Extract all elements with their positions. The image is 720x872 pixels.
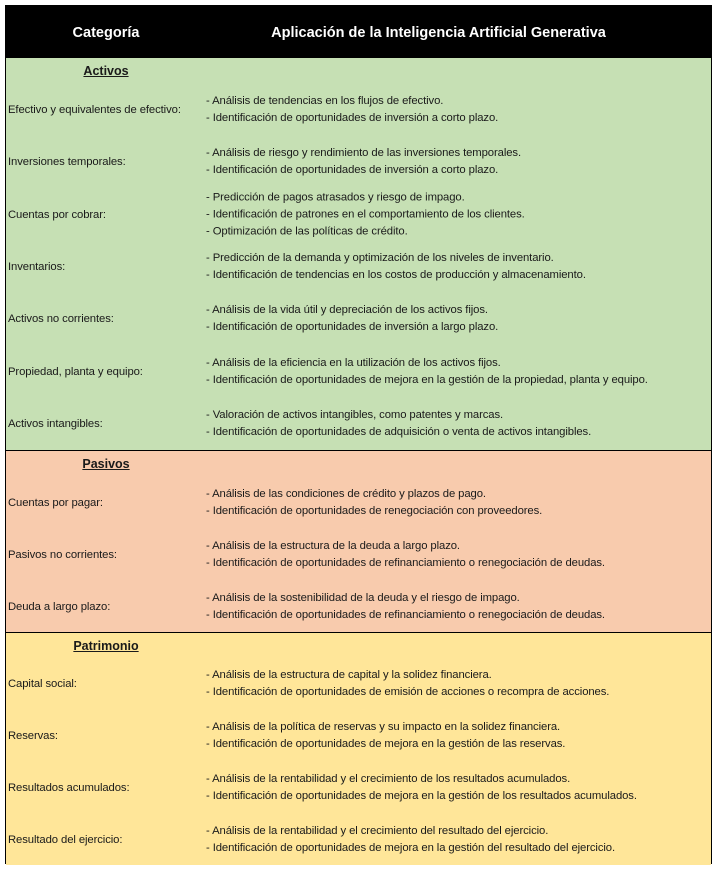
section-title: Activos xyxy=(83,64,129,78)
application-item: - Identificación de oportunidades de inversión a corto plazo. xyxy=(206,164,499,177)
header-category: Categoría xyxy=(72,25,140,41)
section-activos xyxy=(6,58,711,450)
category-label: Inversiones temporales: xyxy=(8,156,126,169)
application-item: - Identificación de oportunidades de inversión a largo plazo. xyxy=(206,321,499,334)
header-application: Aplicación de la Inteligencia Artificial Generativa xyxy=(271,25,606,41)
application-item: - Análisis de la sostenibilidad de la deuda y el riesgo de impago. xyxy=(206,592,520,604)
application-item: - Identificación de oportunidades de renegociación con proveedores. xyxy=(206,505,543,517)
table-row xyxy=(6,189,711,241)
application-item: - Identificación de oportunidades de mejora en la gestión del resultado del ejercicio. xyxy=(206,841,616,854)
category-label: Reservas: xyxy=(8,729,58,742)
application-item: - Identificación de oportunidades de adquisición o venta de activos intangibles. xyxy=(206,425,592,438)
application-list xyxy=(206,250,711,284)
category-label: Resultado del ejercicio: xyxy=(8,833,123,846)
table-header xyxy=(6,6,711,58)
application-list xyxy=(206,538,711,572)
application-item: - Análisis de la eficiencia en la utilización de los activos fijos. xyxy=(206,356,501,369)
category-label: Capital social: xyxy=(8,677,77,690)
category-label: Resultados acumulados: xyxy=(8,781,130,794)
application-item: - Análisis de la rentabilidad y el crecimiento del resultado del ejercicio. xyxy=(206,824,549,837)
category-label: Activos intangibles: xyxy=(8,417,103,430)
application-item: - Análisis de riesgo y rendimiento de las inversiones temporales. xyxy=(206,147,521,160)
application-list xyxy=(206,407,711,441)
table-row xyxy=(6,241,711,293)
application-item: - Identificación de oportunidades de mejora en la gestión de los resultados acumulados. xyxy=(206,789,637,802)
application-list xyxy=(206,771,711,805)
application-item: - Análisis de la estructura de la deuda a largo plazo. xyxy=(206,540,460,552)
application-item: - Identificación de oportunidades de mejora en la gestión de la propiedad, planta y equipo. xyxy=(206,373,648,386)
table-row xyxy=(6,398,711,450)
table-row xyxy=(6,84,711,136)
application-item: - Identificación de patrones en el comportamiento de los clientes. xyxy=(206,208,525,221)
category-label: Efectivo y equivalentes de efectivo: xyxy=(8,104,181,117)
application-item: - Identificación de oportunidades de mejora en la gestión de las reservas. xyxy=(206,737,566,750)
application-item: - Predicción de pagos atrasados y riesgo de impago. xyxy=(206,191,465,204)
application-item: - Predicción de la demanda y optimización de los niveles de inventario. xyxy=(206,252,554,265)
table-row xyxy=(6,710,711,762)
application-item: - Análisis de tendencias en los flujos de efectivo. xyxy=(206,95,444,108)
table-row xyxy=(6,477,711,529)
table-row xyxy=(6,762,711,814)
category-label: Pasivos no corrientes: xyxy=(8,549,117,561)
category-label: Propiedad, planta y equipo: xyxy=(8,365,143,378)
section-title: Pasivos xyxy=(82,457,130,471)
table-row xyxy=(6,346,711,398)
application-list xyxy=(206,823,711,857)
ai-applications-table xyxy=(5,5,712,864)
application-item: - Análisis de las condiciones de crédito y plazos de pago. xyxy=(206,488,486,500)
application-list xyxy=(206,590,711,624)
table-row xyxy=(6,136,711,188)
application-item: - Valoración de activos intangibles, como patentes y marcas. xyxy=(206,408,504,421)
section-title: Patrimonio xyxy=(73,639,139,653)
table-row xyxy=(6,581,711,633)
application-item: - Identificación de tendencias en los costos de producción y almacenamiento. xyxy=(206,269,586,282)
category-label: Inventarios: xyxy=(8,261,66,274)
application-item: - Análisis de la rentabilidad y el crecimiento de los resultados acumulados. xyxy=(206,772,571,785)
application-list xyxy=(206,145,711,179)
table-row xyxy=(6,529,711,581)
section-pasivos xyxy=(6,450,711,632)
category-label: Deuda a largo plazo: xyxy=(8,601,111,613)
category-label: Activos no corrientes: xyxy=(8,313,114,326)
application-item: - Análisis de la estructura de capital y la solidez financiera. xyxy=(206,668,492,681)
application-item: - Análisis de la vida útil y depreciación de los activos fijos. xyxy=(206,304,488,317)
table-row xyxy=(6,658,711,710)
application-item: - Optimización de las políticas de crédito. xyxy=(206,225,408,238)
application-list xyxy=(206,355,711,389)
category-label: Cuentas por cobrar: xyxy=(8,208,106,221)
application-item: - Identificación de oportunidades de refinanciamiento o renegociación de deudas. xyxy=(206,557,605,569)
application-list xyxy=(206,189,711,240)
application-item: - Identificación de oportunidades de refinanciamiento o renegociación de deudas. xyxy=(206,609,605,621)
application-list xyxy=(206,667,711,701)
category-label: Cuentas por pagar: xyxy=(8,497,103,509)
application-item: - Identificación de oportunidades de emisión de acciones o recompra de acciones. xyxy=(206,685,610,698)
table-row xyxy=(6,293,711,345)
application-list xyxy=(206,486,711,520)
application-item: - Identificación de oportunidades de inversión a corto plazo. xyxy=(206,112,499,125)
application-list xyxy=(206,302,711,336)
section-patrimonio xyxy=(6,632,711,865)
table-row xyxy=(6,814,711,866)
application-list xyxy=(206,719,711,753)
application-item: - Análisis de la política de reservas y su impacto en la solidez financiera. xyxy=(206,720,561,733)
application-list xyxy=(206,93,711,127)
